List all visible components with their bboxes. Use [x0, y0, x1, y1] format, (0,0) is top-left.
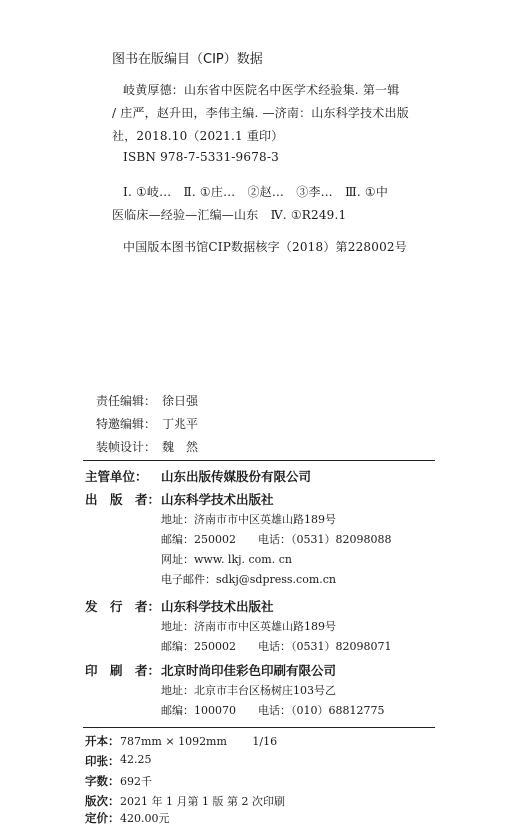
printer-address: 地址：北京市丰台区杨树庄103号乙: [161, 684, 336, 697]
separator-top: [83, 460, 435, 461]
cip-line-1: 岐黄厚德：山东省中医院名中医学术经验集. 第一辑: [123, 83, 400, 97]
staff-guest-editor: [96, 415, 198, 432]
printer-contact: 邮编：100070 电话：（010）68812775: [161, 704, 385, 717]
sponsor-name: 山东出版传媒股份有限公司: [161, 469, 312, 484]
spec-format-value: 787mm × 1092mm 1/16: [120, 735, 278, 748]
cip-line-2: / 庄严，赵升田，李伟主编. —济南：山东科学技术出版: [112, 106, 409, 120]
staff-designer-value: 魏 然: [162, 440, 199, 454]
spec-wordcount-value: 692千: [120, 775, 152, 788]
distributor-address: 地址：济南市市中区英雄山路189号: [161, 620, 336, 633]
printer-name: 北京时尚印佳彩色印刷有限公司: [161, 663, 337, 678]
staff-guest-editor-value: 丁兆平: [162, 417, 199, 431]
spec-sheets-label: 印张：: [85, 754, 120, 768]
spec-price-label: 定价：: [85, 811, 120, 825]
staff-editor: [96, 392, 198, 409]
distributor-label: 发 行 者：: [85, 599, 161, 614]
publisher-address: 地址：济南市市中区英雄山路189号: [161, 513, 336, 526]
publisher-label: 出 版 者：: [85, 492, 161, 507]
spec-edition-label: 版次：: [85, 794, 120, 808]
staff-editor-label: 责任编辑：: [96, 394, 157, 408]
spec-wordcount-label: 字数：: [85, 774, 120, 788]
publisher-email: 电子邮件：sdkj@sdpress.com.cn: [161, 573, 337, 586]
publisher-website: 网址：www. lkj. com. cn: [161, 553, 292, 566]
cip-classification-1: Ⅰ. ①岐… Ⅱ. ①庄… ②赵… ③李… Ⅲ. ①中: [123, 185, 389, 199]
publisher-contact: 邮编：250002 电话：（0531）82098088: [161, 533, 392, 546]
sponsor-label: 主管单位：: [85, 469, 148, 484]
staff-designer: [96, 438, 198, 455]
cip-title: 图书在版编目（CIP）数据: [112, 52, 263, 67]
spec-price-value: 420.00元: [120, 812, 170, 825]
distributor-name: 山东科学技术出版社: [161, 599, 274, 614]
cip-line-3: 社，2018.10（2021.1 重印）: [112, 129, 284, 143]
cip-isbn: ISBN 978-7-5331-9678-3: [123, 150, 279, 164]
printer-label: 印 刷 者：: [85, 663, 161, 678]
separator-bottom: [83, 727, 435, 728]
staff-designer-label: 装帧设计：: [96, 440, 157, 454]
cip-classification-2: 医临床—经验—汇编—山东 Ⅳ. ①R249.1: [112, 208, 347, 222]
spec-sheets-value: 42.25: [120, 753, 152, 766]
distributor-contact: 邮编：250002 电话：（0531）82098071: [161, 640, 392, 653]
spec-format-label: 开本：: [85, 734, 120, 748]
staff-guest-editor-label: 特邀编辑：: [96, 417, 157, 431]
staff-editor-value: 徐日强: [162, 394, 199, 408]
spec-edition-value: 2021 年 1 月第 1 版 第 2 次印刷: [120, 795, 285, 808]
publisher-name: 山东科学技术出版社: [161, 492, 274, 507]
cip-record-number: 中国版本图书馆CIP数据核字（2018）第228002号: [123, 240, 407, 254]
